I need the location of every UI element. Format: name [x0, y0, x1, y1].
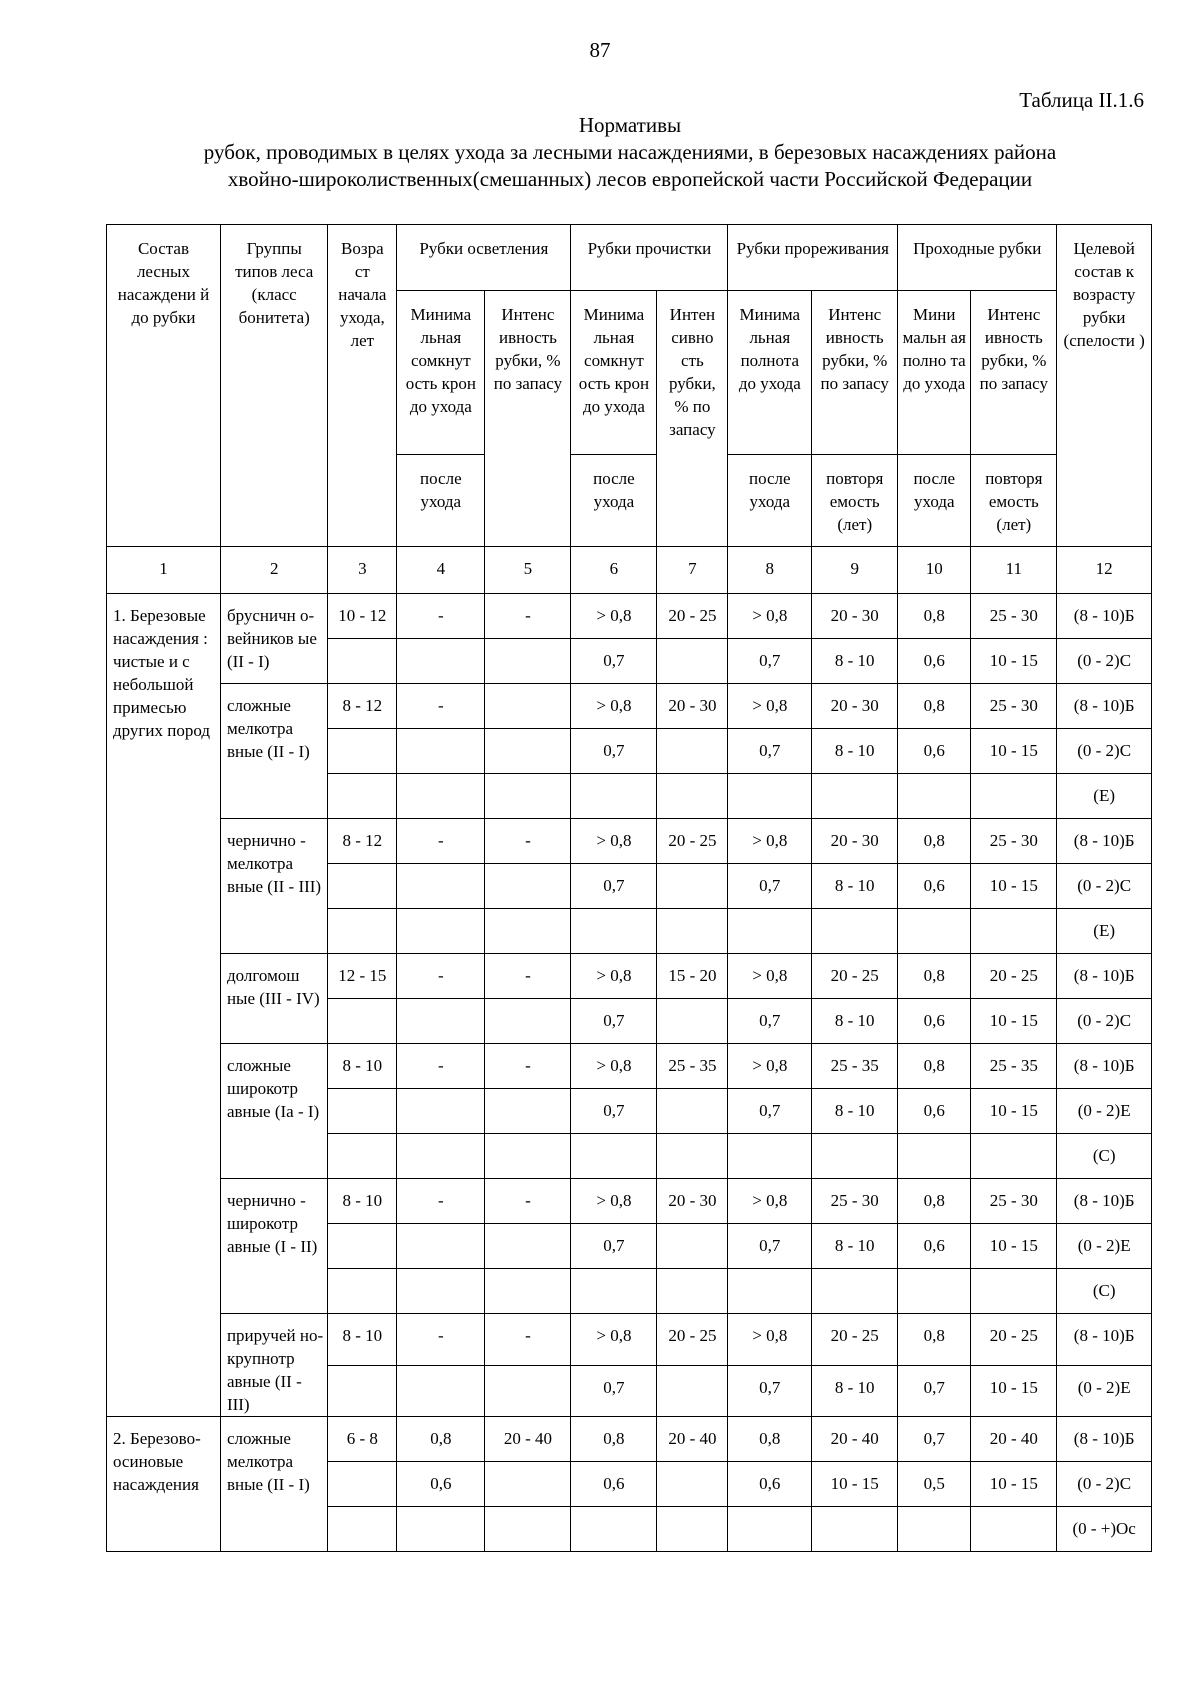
table-cell — [397, 729, 485, 774]
table-cell: 0,6 — [898, 729, 971, 774]
table-cell: 0,6 — [571, 1462, 657, 1507]
table-cell — [657, 729, 728, 774]
table-cell: (С) — [1057, 1269, 1152, 1314]
table-cell: > 0,8 — [728, 594, 812, 639]
table-cell: (0 - 2)Е — [1057, 1365, 1152, 1417]
table-row — [107, 1417, 1152, 1462]
forest-type-group: сложные мелкотра вные (II - I) — [220, 684, 328, 819]
table-cell: 8 - 10 — [812, 1089, 898, 1134]
table-cell: > 0,8 — [571, 1314, 657, 1366]
table-cell: 0,7 — [728, 1224, 812, 1269]
table-cell — [485, 639, 571, 684]
table-cell: 0,8 — [898, 1044, 971, 1089]
table-cell: (0 - 2)С — [1057, 999, 1152, 1044]
table-cell — [397, 1134, 485, 1179]
table-cell — [971, 909, 1057, 954]
table-cell: (8 - 10)Б — [1057, 684, 1152, 729]
table-cell: 25 - 30 — [971, 819, 1057, 864]
norms-table — [106, 224, 1152, 1552]
table-cell — [328, 1089, 397, 1134]
table-cell — [328, 909, 397, 954]
table-cell — [328, 639, 397, 684]
table-cell: 8 - 10 — [812, 864, 898, 909]
table-cell — [485, 1365, 571, 1417]
table-cell: 10 - 15 — [971, 1224, 1057, 1269]
table-cell: > 0,8 — [571, 819, 657, 864]
table-cell: > 0,8 — [728, 819, 812, 864]
table-cell: 0,6 — [898, 999, 971, 1044]
table-cell: 20 - 30 — [657, 684, 728, 729]
table-cell: (0 - 2)Е — [1057, 1089, 1152, 1134]
header-forest-type-groups: Группы типов леса (класс бонитета) — [220, 225, 328, 547]
title-line-3: хвойно-широколиственных(смешанных) лесов европейской части Российской Федерации — [227, 167, 1033, 191]
table-cell: - — [485, 1314, 571, 1366]
table-cell: 25 - 35 — [657, 1044, 728, 1089]
header-col6-after: после ухода — [571, 455, 657, 547]
table-cell — [397, 639, 485, 684]
forest-type-group: сложные широкотр авные (Ia - I) — [220, 1044, 328, 1179]
table-cell: 8 - 10 — [812, 729, 898, 774]
forest-type-group: чернично - мелкотра вные (II - III) — [220, 819, 328, 954]
table-cell — [657, 1462, 728, 1507]
table-cell — [812, 774, 898, 819]
table-cell: 0,7 — [571, 864, 657, 909]
table-cell — [728, 1507, 812, 1552]
table-cell: 10 - 15 — [971, 864, 1057, 909]
table-cell: 25 - 30 — [971, 684, 1057, 729]
table-cell: 8 - 10 — [812, 1365, 898, 1417]
table-cell: 0,7 — [898, 1417, 971, 1462]
header-passage-cuttings: Проходные рубки — [898, 225, 1057, 291]
table-cell — [485, 1224, 571, 1269]
table-cell: 10 - 15 — [971, 1462, 1057, 1507]
table-cell — [571, 1134, 657, 1179]
table-cell: 20 - 25 — [657, 594, 728, 639]
table-cell: 0,6 — [898, 639, 971, 684]
header-cleaning-cuttings: Рубки прочистки — [571, 225, 728, 291]
column-number: 7 — [657, 547, 728, 594]
table-cell: 0,6 — [898, 1089, 971, 1134]
title-line-1: Нормативы — [578, 113, 682, 137]
table-cell: 0,5 — [898, 1462, 971, 1507]
table-cell: 0,6 — [397, 1462, 485, 1507]
table-cell: 0,7 — [571, 1089, 657, 1134]
table-cell — [657, 1507, 728, 1552]
table-cell: 20 - 40 — [971, 1417, 1057, 1462]
table-cell — [898, 909, 971, 954]
table-cell: (0 - 2)С — [1057, 864, 1152, 909]
table-cell: - — [485, 594, 571, 639]
table-cell — [657, 639, 728, 684]
table-cell — [728, 1269, 812, 1314]
table-cell: 20 - 30 — [812, 819, 898, 864]
header-col10-min-density: Мини мальн ая полно та до ухода — [898, 291, 971, 455]
table-cell: - — [397, 594, 485, 639]
table-cell — [397, 1365, 485, 1417]
header-col5-intensity: Интенс ивность рубки, % по запасу — [485, 291, 571, 547]
table-cell — [328, 999, 397, 1044]
header-col6-min-closure: Минима льная сомкнут ость крон до ухода — [571, 291, 657, 455]
column-number: 5 — [485, 547, 571, 594]
table-cell: > 0,8 — [728, 1044, 812, 1089]
table-cell: 8 - 10 — [328, 1314, 397, 1366]
table-cell: 20 - 40 — [812, 1417, 898, 1462]
table-cell — [485, 1269, 571, 1314]
table-cell — [485, 1507, 571, 1552]
table-row — [107, 594, 1152, 639]
table-cell: > 0,8 — [571, 954, 657, 999]
column-number: 9 — [812, 547, 898, 594]
table-cell — [397, 909, 485, 954]
forest-type-group: приручей но- крупнотр авные (II - III) — [220, 1314, 328, 1417]
table-cell — [657, 1224, 728, 1269]
table-cell — [657, 774, 728, 819]
table-cell — [657, 1269, 728, 1314]
table-cell — [812, 909, 898, 954]
table-cell: 20 - 25 — [812, 1314, 898, 1366]
table-cell — [657, 1134, 728, 1179]
table-cell — [485, 864, 571, 909]
table-cell: 20 - 25 — [971, 954, 1057, 999]
table-cell: > 0,8 — [571, 684, 657, 729]
table-cell — [657, 909, 728, 954]
table-cell — [328, 1224, 397, 1269]
table-cell: 8 - 10 — [328, 1179, 397, 1224]
table-cell: 6 - 8 — [328, 1417, 397, 1462]
table-cell — [485, 1089, 571, 1134]
table-cell: > 0,8 — [728, 954, 812, 999]
table-cell: 0,6 — [728, 1462, 812, 1507]
table-cell — [812, 1134, 898, 1179]
header-thinning-cuttings: Рубки прореживания — [728, 225, 898, 291]
table-cell: (8 - 10)Б — [1057, 819, 1152, 864]
header-col10-after: после ухода — [898, 455, 971, 547]
column-number: 1 — [107, 547, 221, 594]
column-number: 8 — [728, 547, 812, 594]
table-cell — [971, 774, 1057, 819]
column-numbers-row — [107, 547, 1152, 594]
table-cell: 0,7 — [898, 1365, 971, 1417]
table-cell: 10 - 15 — [971, 729, 1057, 774]
table-cell — [898, 774, 971, 819]
table-cell: (8 - 10)Б — [1057, 954, 1152, 999]
table-cell: - — [485, 954, 571, 999]
table-cell: 8 - 10 — [812, 999, 898, 1044]
table-cell: (8 - 10)Б — [1057, 594, 1152, 639]
table-row — [107, 684, 1152, 729]
table-cell: 0,8 — [898, 594, 971, 639]
table-cell — [328, 729, 397, 774]
table-cell: 8 - 10 — [812, 1224, 898, 1269]
table-cell: 10 - 15 — [971, 1365, 1057, 1417]
table-cell — [328, 1507, 397, 1552]
table-cell — [397, 1507, 485, 1552]
table-cell: 20 - 25 — [657, 819, 728, 864]
table-cell: 25 - 35 — [971, 1044, 1057, 1089]
header-col4-min-closure: Минима льная сомкнут ость крон до ухода — [397, 291, 485, 455]
table-cell: 25 - 30 — [812, 1179, 898, 1224]
header-col11-intensity: Интенс ивность рубки, % по запасу — [971, 291, 1057, 455]
table-cell: 0,7 — [571, 1224, 657, 1269]
table-row — [107, 1044, 1152, 1089]
table-cell: - — [485, 819, 571, 864]
table-cell: 25 - 30 — [971, 594, 1057, 639]
table-cell: 0,7 — [728, 639, 812, 684]
table-cell — [971, 1134, 1057, 1179]
table-cell: - — [397, 1044, 485, 1089]
table-cell: - — [397, 1314, 485, 1366]
column-number: 10 — [898, 547, 971, 594]
table-cell: 10 - 15 — [971, 639, 1057, 684]
table-cell: 0,7 — [728, 1089, 812, 1134]
column-number: 6 — [571, 547, 657, 594]
forest-type-group: долгомош ные (III - IV) — [220, 954, 328, 1044]
forest-type-group: брусничн о- вейников ые (II - I) — [220, 594, 328, 684]
table-cell: > 0,8 — [728, 1179, 812, 1224]
title-line-2: рубок, проводимых в целях ухода за лесными насаждениями, в березовых насаждениях района — [203, 140, 1057, 164]
table-cell — [485, 774, 571, 819]
header-target-composition: Целевой состав к возрасту рубки (спелости ) — [1057, 225, 1152, 547]
table-cell: 0,8 — [898, 954, 971, 999]
header-lightening-cuttings: Рубки осветления — [397, 225, 571, 291]
table-row — [107, 954, 1152, 999]
table-cell: 20 - 30 — [657, 1179, 728, 1224]
table-cell — [485, 684, 571, 729]
table-cell: 20 - 25 — [812, 954, 898, 999]
column-number: 11 — [971, 547, 1057, 594]
table-cell — [397, 1224, 485, 1269]
table-cell — [397, 864, 485, 909]
table-cell: (С) — [1057, 1134, 1152, 1179]
table-cell: 0,7 — [571, 1365, 657, 1417]
table-cell — [571, 1507, 657, 1552]
table-cell — [571, 774, 657, 819]
table-cell — [485, 999, 571, 1044]
header-col8-after: после ухода — [728, 455, 812, 547]
table-cell: 0,6 — [898, 864, 971, 909]
table-reference: Таблица II.1.6 — [1019, 88, 1144, 112]
table-cell — [397, 774, 485, 819]
table-cell: 12 - 15 — [328, 954, 397, 999]
table-cell: 20 - 25 — [971, 1314, 1057, 1366]
header-col11-repeat: повторя емость (лет) — [971, 455, 1057, 547]
header-col9-repeat: повторя емость (лет) — [812, 455, 898, 547]
table-cell — [728, 774, 812, 819]
table-cell: - — [485, 1179, 571, 1224]
table-cell: (Е) — [1057, 774, 1152, 819]
table-cell — [328, 774, 397, 819]
table-row — [107, 1314, 1152, 1366]
table-cell: > 0,8 — [571, 1179, 657, 1224]
header-col7-intensity: Интен сивно сть рубки, % по запасу — [657, 291, 728, 547]
table-cell: 0,7 — [728, 999, 812, 1044]
table-cell: 0,8 — [898, 1179, 971, 1224]
table-cell: 0,8 — [898, 819, 971, 864]
table-cell — [485, 729, 571, 774]
header-col8-min-density: Минима льная полнота до ухода — [728, 291, 812, 455]
table-cell: (0 - 2)С — [1057, 1462, 1152, 1507]
table-cell — [898, 1507, 971, 1552]
table-cell: > 0,8 — [571, 1044, 657, 1089]
table-cell: 0,8 — [898, 684, 971, 729]
table-cell: 20 - 30 — [812, 684, 898, 729]
table-cell: (8 - 10)Б — [1057, 1314, 1152, 1366]
table-cell: (8 - 10)Б — [1057, 1417, 1152, 1462]
document-title — [60, 112, 1200, 193]
table-cell: 20 - 30 — [812, 594, 898, 639]
table-cell: - — [485, 1044, 571, 1089]
table-cell — [397, 999, 485, 1044]
table-cell — [397, 1269, 485, 1314]
table-cell: 0,8 — [397, 1417, 485, 1462]
table-cell: 0,7 — [728, 729, 812, 774]
forest-type-group: сложные мелкотра вные (II - I) — [220, 1417, 328, 1552]
table-cell: 15 - 20 — [657, 954, 728, 999]
table-row — [107, 1179, 1152, 1224]
table-cell: - — [397, 819, 485, 864]
table-cell — [728, 1134, 812, 1179]
table-cell: 10 - 15 — [971, 999, 1057, 1044]
table-cell: - — [397, 1179, 485, 1224]
table-cell: 20 - 40 — [657, 1417, 728, 1462]
table-cell: (0 - 2)С — [1057, 639, 1152, 684]
forest-type-group: чернично - широкотр авные (I - II) — [220, 1179, 328, 1314]
table-cell: 0,7 — [728, 864, 812, 909]
table-cell — [571, 1269, 657, 1314]
table-cell — [328, 1269, 397, 1314]
table-cell — [485, 1134, 571, 1179]
table-cell — [898, 1134, 971, 1179]
table-cell: (8 - 10)Б — [1057, 1044, 1152, 1089]
table-cell — [397, 1089, 485, 1134]
table-cell — [728, 909, 812, 954]
table-cell: 8 - 12 — [328, 684, 397, 729]
header-start-age: Возра ст начала ухода, лет — [328, 225, 397, 547]
table-cell: 0,7 — [728, 1365, 812, 1417]
table-cell: 0,7 — [571, 639, 657, 684]
column-number: 12 — [1057, 547, 1152, 594]
table-cell: 8 - 10 — [328, 1044, 397, 1089]
table-cell: (Е) — [1057, 909, 1152, 954]
table-cell: 10 - 15 — [971, 1089, 1057, 1134]
table-cell: > 0,8 — [571, 594, 657, 639]
table-cell — [657, 1089, 728, 1134]
table-row — [107, 819, 1152, 864]
table-cell: > 0,8 — [728, 684, 812, 729]
table-cell: 8 - 10 — [812, 639, 898, 684]
table-cell — [971, 1269, 1057, 1314]
table-cell: 0,6 — [898, 1224, 971, 1269]
table-cell — [328, 1462, 397, 1507]
table-cell — [812, 1507, 898, 1552]
table-cell — [485, 909, 571, 954]
table-cell: 20 - 25 — [657, 1314, 728, 1366]
table-cell: 0,7 — [571, 999, 657, 1044]
table-cell: 10 - 15 — [812, 1462, 898, 1507]
table-cell: 0,8 — [728, 1417, 812, 1462]
page-number: 87 — [589, 38, 611, 62]
table-cell — [971, 1507, 1057, 1552]
table-cell — [485, 1462, 571, 1507]
column-number: 3 — [328, 547, 397, 594]
column-number: 4 — [397, 547, 485, 594]
table-cell — [657, 1365, 728, 1417]
table-cell: (0 - 2)Е — [1057, 1224, 1152, 1269]
header-col9-intensity: Интенс ивность рубки, % по запасу — [812, 291, 898, 455]
table-cell: 0,8 — [898, 1314, 971, 1366]
table-cell: 10 - 12 — [328, 594, 397, 639]
table-cell: 25 - 30 — [971, 1179, 1057, 1224]
column-number: 2 — [220, 547, 328, 594]
header-col4-after: после ухода — [397, 455, 485, 547]
table-cell: (0 - 2)С — [1057, 729, 1152, 774]
section-label: 2. Березово- осиновые насаждения — [107, 1417, 221, 1552]
table-cell: 8 - 12 — [328, 819, 397, 864]
header-composition: Состав лесных насаждени й до рубки — [107, 225, 221, 547]
table-cell: 25 - 35 — [812, 1044, 898, 1089]
table-cell: 20 - 40 — [485, 1417, 571, 1462]
table-cell — [898, 1269, 971, 1314]
section-label: 1. Березовые насаждения : чистые и с небольшой примесью других пород — [107, 594, 221, 1417]
table-cell — [328, 1365, 397, 1417]
table-cell: - — [397, 954, 485, 999]
table-cell — [328, 1134, 397, 1179]
table-cell — [812, 1269, 898, 1314]
table-cell: (8 - 10)Б — [1057, 1179, 1152, 1224]
table-cell: (0 - +)Ос — [1057, 1507, 1152, 1552]
table-cell — [571, 909, 657, 954]
table-cell: 0,7 — [571, 729, 657, 774]
table-cell — [657, 864, 728, 909]
table-cell — [328, 864, 397, 909]
table-cell: 0,8 — [571, 1417, 657, 1462]
table-cell — [657, 999, 728, 1044]
table-cell: - — [397, 684, 485, 729]
table-cell: > 0,8 — [728, 1314, 812, 1366]
